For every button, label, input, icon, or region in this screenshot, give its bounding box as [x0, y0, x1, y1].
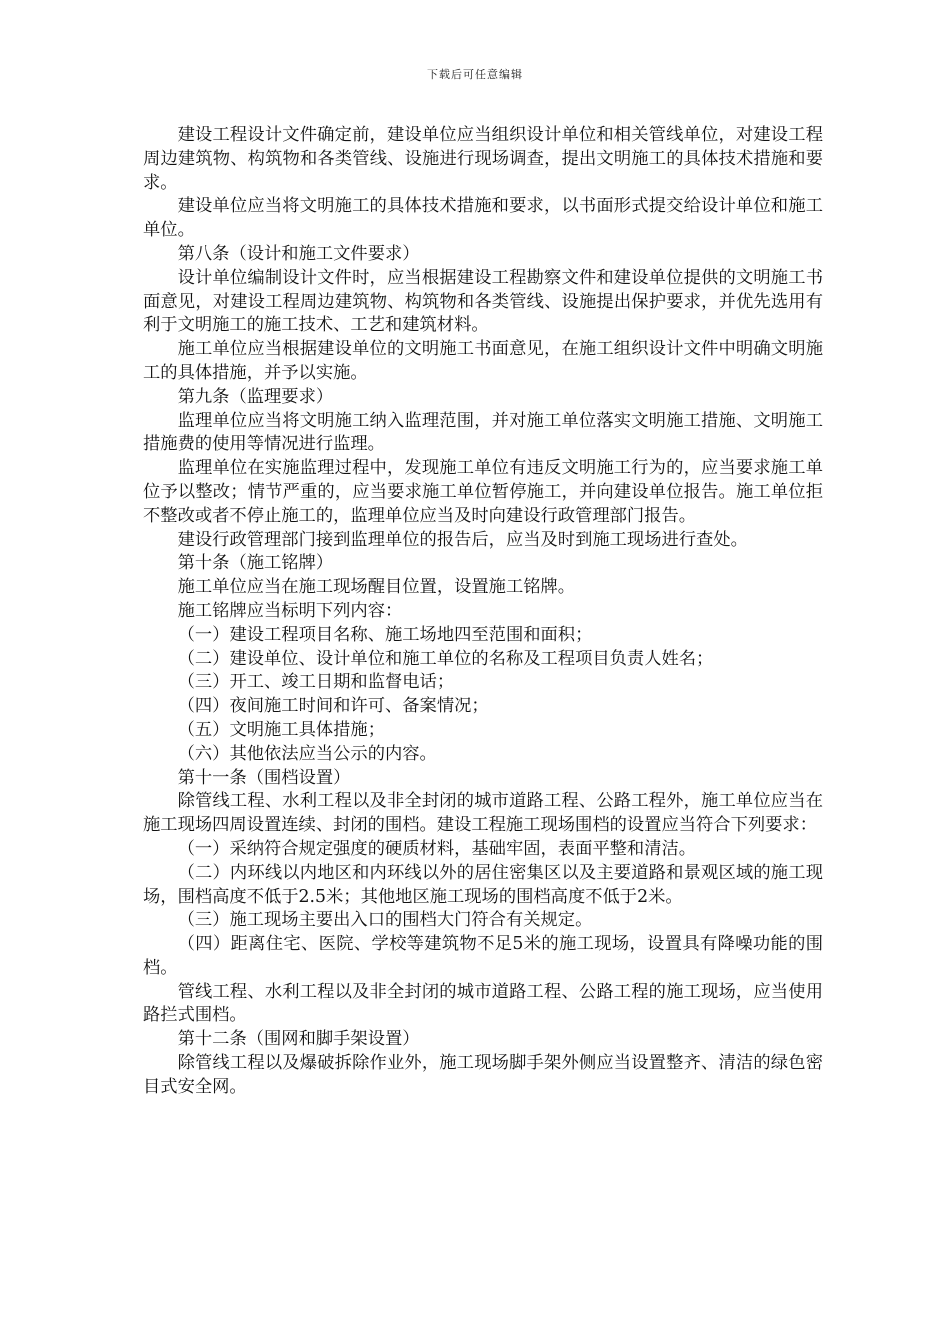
list-item: （一）采纳符合规定强度的硬质材料，基础牢固，表面平整和清洁。	[177, 838, 697, 859]
article-heading: 第八条（设计和施工文件要求）	[177, 243, 420, 264]
article-heading: 第十条（施工铭牌）	[177, 553, 334, 574]
article-heading: 第十二条（围网和脚手架设置）	[177, 1029, 420, 1050]
paragraph: 除管线工程以及爆破拆除作业外，施工现场脚手架外侧应当设置整齐、清洁的绿色密目式安全网。	[143, 1053, 823, 1097]
paragraph: 建设工程设计文件确定前，建设单位应当组织设计单位和相关管线单位，对建设工程周边建筑物、构筑物和各类管线、设施进行现场调查，提出文明施工的具体技术措施和要求。	[143, 125, 823, 193]
list-item: （四）夜间施工时间和许可、备案情况；	[177, 696, 489, 717]
page-header: 下载后可任意编辑	[427, 68, 523, 81]
list-item: （四）距离住宅、医院、学校等建筑物不足5米的施工现场，设置具有降噪功能的围档。	[143, 934, 823, 978]
list-item: （二）内环线以内地区和内环线以外的居住密集区以及主要道路和景观区域的施工现场，围档高度不低于2.5米；其他地区施工现场的围档高度不低于2米。	[143, 862, 823, 907]
article-heading: 第九条（监理要求）	[177, 386, 334, 407]
paragraph: 监理单位应当将文明施工纳入监理范围，并对施工单位落实文明施工措施、文明施工措施费的使用等情况进行监理。	[143, 410, 823, 455]
paragraph: 设计单位编制设计文件时，应当根据建设工程勘察文件和建设单位提供的文明施工书面意见，对建设工程周边建筑物、构筑物和各类管线、设施提出保护要求，并优先选用有利于文明施工的施工技术、工艺和建筑材料。	[143, 267, 823, 336]
list-item: （五）文明施工具体措施；	[177, 719, 385, 740]
document-body	[143, 124, 823, 1100]
paragraph: 施工铭牌应当标明下列内容：	[177, 600, 403, 621]
paragraph: 建设行政管理部门接到监理单位的报告后，应当及时到施工现场进行查处。	[177, 529, 748, 550]
list-item: （三）施工现场主要出入口的围档大门符合有关规定。	[177, 910, 593, 931]
list-item: （一）建设工程项目名称、施工场地四至范围和面积；	[177, 624, 593, 645]
paragraph: 施工单位应当在施工现场醒目位置，设置施工铭牌。	[177, 577, 576, 598]
list-item: （三）开工、竣工日期和监督电话；	[177, 672, 455, 693]
paragraph: 监理单位在实施监理过程中，发现施工单位有违反文明施工行为的，应当要求施工单位予以整改；情节严重的，应当要求施工单位暂停施工，并向建设单位报告。施工单位拒不整改或者不停止施工的，监理单位应当及时向建设行政管理部门报告。	[143, 458, 823, 526]
paragraph: 施工单位应当根据建设单位的文明施工书面意见，在施工组织设计文件中明确文明施工的具体措施，并予以实施。	[143, 339, 823, 383]
paragraph: 除管线工程、水利工程以及非全封闭的城市道路工程、公路工程外，施工单位应当在施工现场四周设置连续、封闭的围档。建设工程施工现场围档的设置应当符合下列要求：	[143, 791, 823, 836]
paragraph: 管线工程、水利工程以及非全封闭的城市道路工程、公路工程的施工现场，应当使用路拦式围档。	[143, 981, 823, 1026]
list-item: （二）建设单位、设计单位和施工单位的名称及工程项目负责人姓名；	[177, 648, 714, 669]
article-heading: 第十一条（围档设置）	[177, 767, 351, 788]
list-item: （六）其他依法应当公示的内容。	[177, 743, 437, 764]
paragraph: 建设单位应当将文明施工的具体技术措施和要求，以书面形式提交给设计单位和施工单位。	[143, 196, 823, 241]
